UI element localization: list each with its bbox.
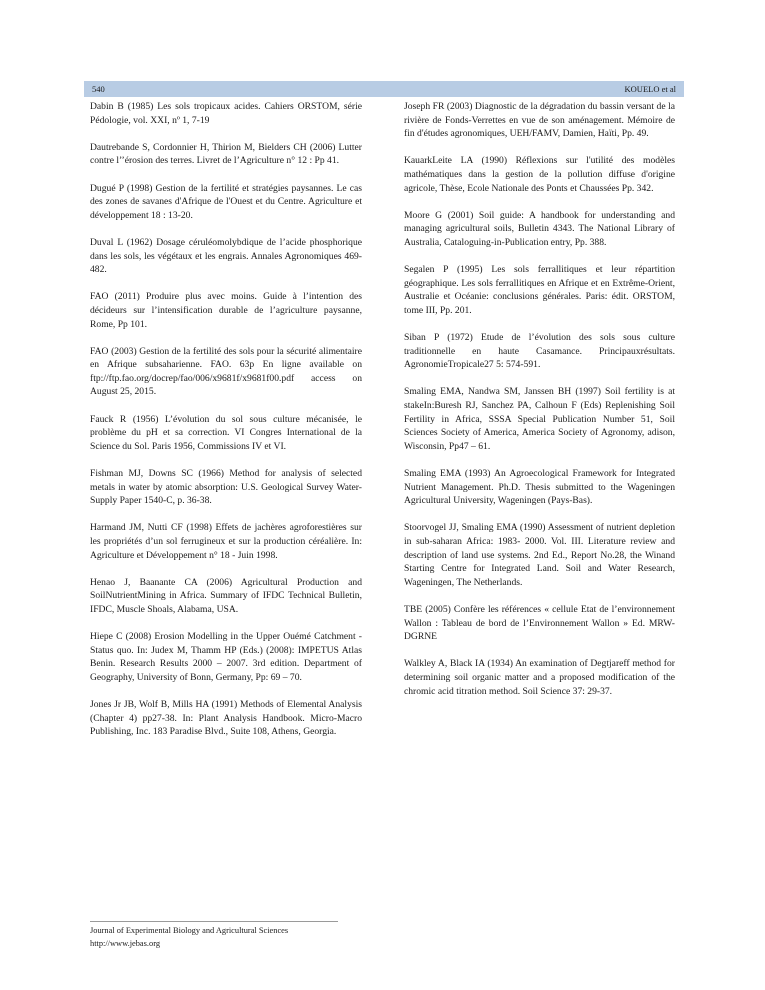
- reference-entry: Hiepe C (2008) Erosion Modelling in the Upper Ouémé Catchment - Status quo. In: Judex M, Thamm HP (Eds.) (2008): IMPETUS Atlas Benin. Research Results 2000 – 2007. 3rd edition. Department of Geography, University of Bonn, Germany, Pp: 69 – 70.: [90, 631, 362, 683]
- reference-entry: Dugué P (1998) Gestion de la fertilité et stratégies paysannes. Le cas des zones de savanes d'Afrique de l'Ouest et du Centre. Agriculture et développement 18 : 13-20.: [90, 182, 362, 221]
- reference-entry: Dautrebande S, Cordonnier H, Thirion M, Bielders CH (2006) Lutter contre l’’érosion des terres. Livret de l’Agriculture n° 12 : Pp 41.: [90, 141, 362, 167]
- journal-url: http://www.jebas.org: [90, 938, 161, 948]
- reference-entry: Jones Jr JB, Wolf B, Mills HA (1991) Methods of Elemental Analysis (Chapter 4) pp27-38. In: Plant Analysis Handbook. Micro-Macro Publishing, Inc. 183 Paradise Blvd., Suite 108, Athens, Georgia.: [90, 699, 362, 738]
- reference-entry: Smaling EMA (1993) An Agroecological Framework for Integrated Nutrient Management. Ph.D. Thesis submitted to the Wageningen Agricultural University, Wageningen (Pays-Bas).: [404, 468, 675, 507]
- page-number: 540: [92, 84, 105, 94]
- reference-entry: Joseph FR (2003) Diagnostic de la dégradation du bassin versant de la rivière de Fonds-Verrettes en vue de son aménagement. Mémoire de fin d'études agronomiques, UEH/FAMV, Damien, Haïti, Pp. 49.: [404, 101, 675, 140]
- reference-entry: Fishman MJ, Downs SC (1966) Method for analysis of selected metals in water by atomic absorption: U.S. Geological Survey Water-Supply Paper 1540-C, p. 36-38.: [90, 468, 362, 507]
- reference-entry: Segalen P (1995) Les sols ferrallitiques et leur répartition géographique. Les sols ferrallitiques en Afrique et en Extrême-Orient, Australie et Océanie: conclusions générales. Paris: édit. ORSTOM, tome III, Pp. 201.: [404, 264, 675, 316]
- reference-entry: Stoorvogel JJ, Smaling EMA (1990) Assessment of nutrient depletion in sub-saharan Africa: 1983- 2000. Vol. III. Literature review and description of land use systems. 2nd Ed., Report No.28, the Winand Starting Centre for Integrated Land. Soil and Water Research, Wageningen, The Netherlands.: [404, 522, 675, 588]
- reference-entry: Walkley A, Black IA (1934) An examination of Degtjareff method for determining soil organic matter and a proposed modification of the chromic acid titration method. Soil Science 37: 29-37.: [404, 658, 675, 697]
- reference-entry: FAO (2003) Gestion de la fertilité des sols pour la sécurité alimentaire en Afrique subsaharienne. FAO. 63p En ligne available on ftp://ftp.fao.org/docrep/fao/006/x9681f/x9681f00.pdf access on August 25, 2015.: [90, 345, 362, 398]
- references-right-column: [404, 100, 675, 712]
- page-header: [84, 81, 684, 97]
- reference-entry: Fauck R (1956) L’évolution du sol sous culture mécanisée, le problème du pH et sa correction. VI Congres International de la Science du Sol. Paris 1956, Commissions IV et VI.: [90, 413, 362, 452]
- reference-entry: Harmand JM, Nutti CF (1998) Effets de jachères agroforestières sur les propriétés d’un sol ferrugineux et sur la production céréalière. In: Agriculture et Développement n° 18 - Juin 1998.: [90, 522, 362, 561]
- reference-entry: FAO (2011) Produire plus avec moins. Guide à l’intention des décideurs sur l’intensification durable de l’agriculture paysanne, Rome, Pp 101.: [90, 291, 362, 330]
- reference-entry: Dabin B (1985) Les sols tropicaux acides. Cahiers ORSTOM, série Pédologie, vol. XXI, nº 1, 7-19: [90, 101, 362, 126]
- reference-entry: KauarkLeite LA (1990) Réflexions sur l'utilité des modèles mathématiques dans la gestion de la pollution diffuse d'origine agricole, Thèse, Ecole Nationale des Ponts et Chaussées Pp. 342.: [404, 155, 675, 194]
- reference-entry: Siban P (1972) Etude de l’évolution des sols sous culture traditionnelle en haute Casamance. Principauxrésultats. AgronomieTropicale27 5: 574-591.: [404, 332, 675, 371]
- page-footer: [90, 921, 430, 950]
- footer-divider: [90, 921, 338, 922]
- reference-entry: Moore G (2001) Soil guide: A handbook for understanding and managing agricultural soils, Bulletin 4343. The National Library of Australia, Cataloguing-in-Publication entry, Pp. 388.: [404, 209, 675, 248]
- reference-entry: TBE (2005) Confère les références « cellule Etat de l’environnement Wallon : Tableau de bord de l’Environnement Wallon » Ed. MRW-DGRNE: [404, 603, 675, 643]
- reference-entry: Smaling EMA, Nandwa SM, Janssen BH (1997) Soil fertility is at stakeIn:Buresh RJ, Sanchez PA, Calhoun F (Eds) Replenishing Soil Fertility in Africa, SSSA Special Publication Number 51, Soil Sciences Society of America, America Society of Agronomy, adison, Wisconsin, Pp47 – 61.: [404, 386, 675, 452]
- reference-entry: Duval L (1962) Dosage céruléomolybdique de l’acide phosphorique dans les sols, les végétaux et les engrais. Annales Agronomiques 469-482.: [90, 236, 362, 276]
- references-left-column: [90, 100, 362, 753]
- running-author: KOUELO et al: [624, 84, 676, 94]
- journal-name: Journal of Experimental Biology and Agricultural Sciences: [90, 926, 289, 935]
- reference-entry: Henao J, Baanante CA (2006) Agricultural Production and SoilNutrientMining in Africa. Summary of IFDC Technical Bulletin, IFDC, Muscle Shoals, Alabama, USA.: [90, 576, 362, 615]
